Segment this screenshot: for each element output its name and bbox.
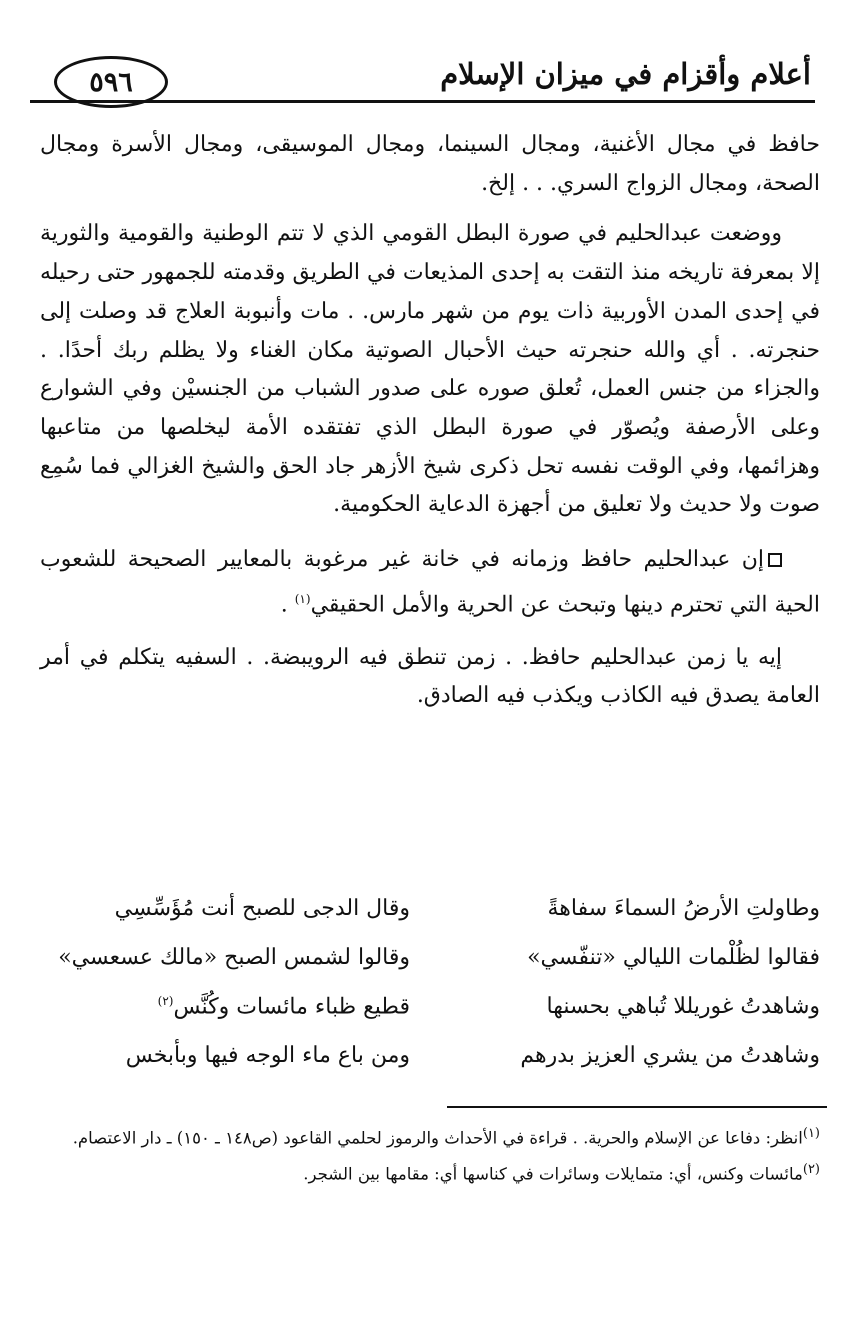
- verse-second-half: [40, 994, 410, 1019]
- poem-verse: [40, 982, 820, 1031]
- paragraph-1: حافظ في مجال الأغنية، ومجال السينما، ومجال الموسيقى، ومجال الأسرة ومجال الصحة، ومجال الزواج السري. . . إلخ.: [40, 132, 820, 196]
- verse-second-half: ومن باع ماء الوجه فيها وبأبخس: [125, 1043, 410, 1068]
- footnotes: [40, 1118, 820, 1189]
- body-text: [40, 126, 820, 716]
- paragraph-4: إيه يا زمن عبدالحليم حافظ. . زمن تنطق فيه الرويبضة. . السفيه يتكلم في أمر العامة يصدق فيه الكاذب ويكذب فيه الصادق.: [40, 644, 820, 709]
- header-rule: [30, 100, 815, 103]
- poem: [40, 884, 820, 1080]
- verse-second-half: وقالوا لشمس الصبح «مالك عسعسي»: [58, 945, 410, 970]
- verse-first-half: وشاهدتُ من يشري العزيز بدرهم: [520, 1043, 820, 1068]
- footnote-ref-1: (١): [294, 591, 311, 606]
- verse-first-half: وشاهدتُ غوريللا تُباهي بحسنها: [546, 994, 820, 1019]
- poem-verse: [40, 1031, 820, 1080]
- paragraph-3-quote: [40, 541, 820, 625]
- quote-end: .: [280, 592, 295, 618]
- footnote-text: مائسات وكنس، أي: متمايلات وسائرات في كناسها أي: مقامها بين الشجر.: [303, 1164, 803, 1183]
- footnote-2: [40, 1154, 820, 1190]
- footnote-separator: [447, 1106, 827, 1108]
- footnote-number: (١): [802, 1126, 820, 1141]
- poem-verse: [40, 933, 820, 982]
- footnote-number: (٢): [802, 1161, 820, 1177]
- page-number: ٥٩٦: [54, 56, 168, 108]
- verse-second-half-text: قطيع ظباء مائسات وكُنَّس: [173, 994, 410, 1020]
- footnote-ref-2: (٢): [157, 993, 174, 1008]
- poem-verse: [40, 884, 820, 933]
- footnote-text: انظر: دفاعا عن الإسلام والحرية. . قراءة في الأحداث والرموز لحلمي القاعود (ص١٤٨ ـ ١٥٠) ـ دار الاعتصام.: [72, 1128, 803, 1148]
- quote-text: إن عبدالحليم حافظ وزمانه في خانة غير مرغوبة بالمعايير الصحيحة للشعوب الحية التي تحترم دينها وتبحث عن الحرية والأمل الحقيقي: [40, 547, 820, 618]
- paragraph-2: ووضعت عبدالحليم في صورة البطل القومي الذي لا تتم الوطنية والقومية والثورية إلا بمعرفة تاريخه منذ التقت به إحدى المذيعات في الطريق وقدمته للجمهور حتى رحيله في إحدى المدن الأوربية ذات يوم من شهر مارس. . مات وأنبوبة العلاج قد وصلت إلى حنجرته. . أي والله حنجرته حيث الأحبال الصوتية مكان الغناء ولا يظلم ربك أحدًا. . والجزاء من جنس العمل، تُعلق صوره على صدور الشباب من الجنسيْن وفي الشوارع وعلى الأرصفة ويُصوّر في صورة البطل الذي تفتقده الأمة ليخلصها من متاعبها وهزائمها، وفي الوقت نفسه تحل ذكرى شيخ الأزهر جاد الحق والشيخ الغزالي فما سُمِع صوت ولا حديث ولا تعليق من أجهزة الدعاية الحكومية.: [40, 221, 820, 518]
- verse-first-half: فقالوا لظُلْمات الليالي «تنفّسي»: [527, 945, 820, 970]
- page-header: [30, 52, 815, 110]
- verse-first-half: وطاولتِ الأرضُ السماءَ سفاهةً: [547, 896, 820, 921]
- footnote-1: [40, 1118, 820, 1154]
- running-title: أعلام وأقزام في ميزان الإسلام: [440, 57, 811, 91]
- quote-marker-icon: [768, 553, 782, 567]
- verse-second-half: وقال الدجى للصبح أنت مُؤَسِّسِي: [114, 896, 410, 921]
